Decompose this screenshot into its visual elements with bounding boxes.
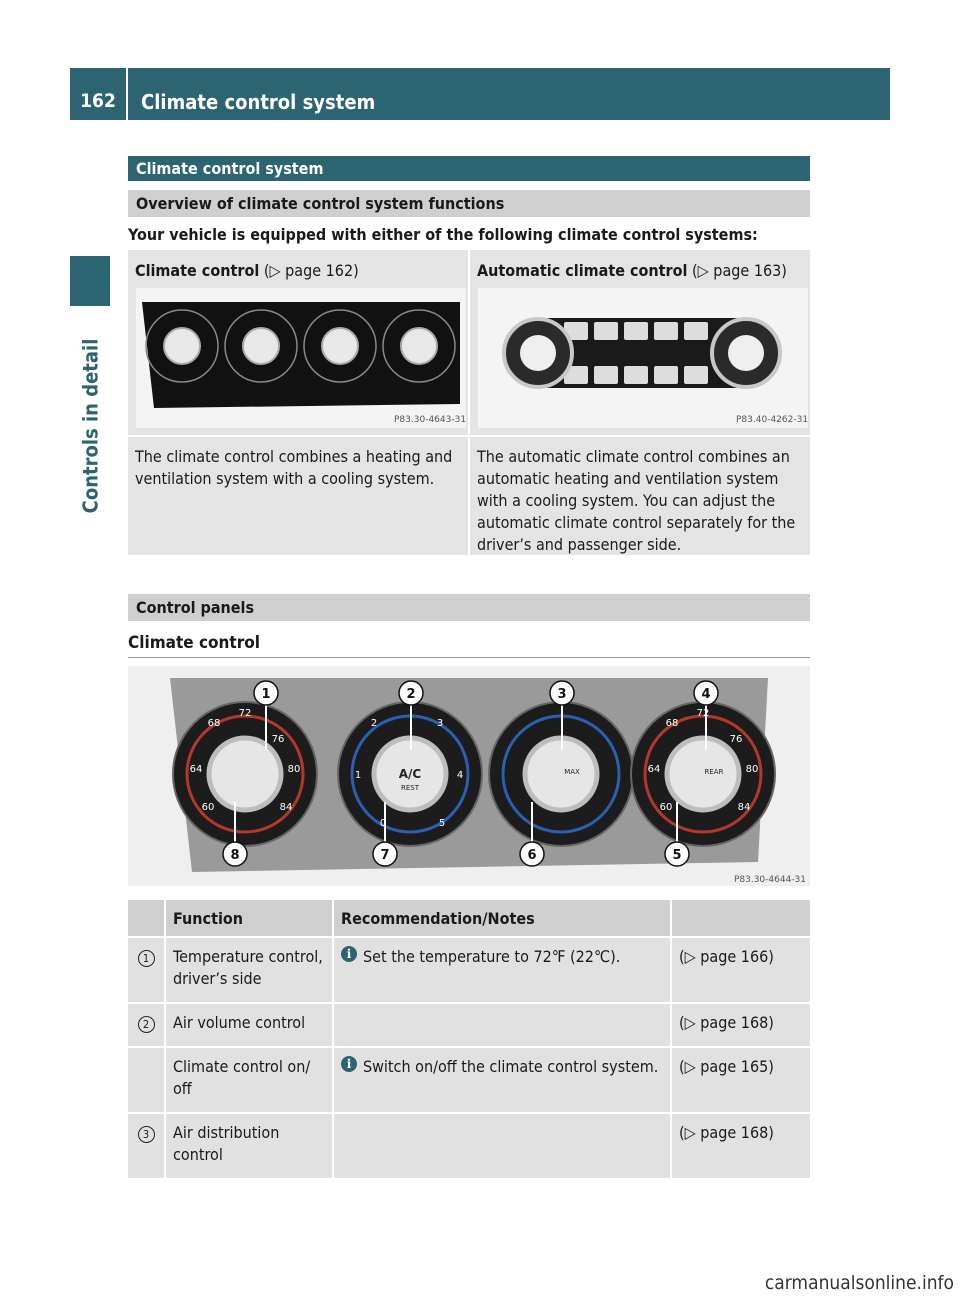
svg-text:REAR: REAR: [704, 768, 724, 776]
callout-1: 1: [261, 687, 271, 702]
automatic-climate-control-photo: [478, 288, 808, 428]
climate-control-description: The climate control combines a heating and ventilation system with a cooling system.: [135, 447, 453, 488]
svg-text:5: 5: [438, 818, 446, 829]
photo-code: P83.40-4262-31: [736, 415, 808, 425]
svg-text:2: 2: [370, 718, 378, 729]
callout-6: 6: [527, 848, 537, 863]
automatic-climate-control-description: The automatic climate control combines an automatic heating and ventilation system with a cooling system. You can adjust the automatic climate control separately for the driver’s and passenger side.: [477, 447, 796, 554]
svg-text:64: 64: [189, 764, 203, 775]
column-header-notes: Recommendation/Notes: [334, 900, 672, 936]
function-cell: Air distribution control: [166, 1114, 334, 1178]
callout-number: 1: [138, 950, 155, 967]
side-tab: [70, 318, 110, 533]
callout-number: 3: [138, 1126, 155, 1143]
function-table: [128, 900, 810, 1180]
note-text: Switch on/off the climate control system.: [363, 1057, 659, 1076]
callout-4: 4: [701, 687, 711, 702]
control-panels-heading: Control panels: [128, 594, 810, 621]
callout-5: 5: [672, 848, 682, 863]
automatic-climate-control-column: [470, 250, 810, 555]
svg-text:80: 80: [745, 764, 759, 775]
svg-text:76: 76: [271, 734, 285, 745]
automatic-climate-control-name: Automatic climate control: [477, 261, 688, 280]
climate-control-name: Climate control: [135, 261, 260, 280]
function-cell: Temperature control, driver’s side: [166, 938, 334, 1002]
svg-text:REST: REST: [400, 784, 420, 792]
callout-7: 7: [380, 848, 390, 863]
svg-text:60: 60: [201, 802, 215, 813]
svg-text:84: 84: [279, 802, 293, 813]
info-icon: i: [341, 946, 357, 962]
climate-control-ref: (▷ page 162): [263, 261, 359, 280]
svg-text:64: 64: [647, 764, 661, 775]
svg-text:84: 84: [737, 802, 751, 813]
automatic-climate-control-ref: (▷ page 163): [692, 261, 787, 280]
control-panels-subheading: Climate control: [128, 633, 810, 658]
function-cell: Air volume control: [166, 1004, 334, 1046]
section-title: Climate control system: [128, 156, 810, 181]
svg-text:MAX: MAX: [564, 768, 580, 776]
svg-text:1: 1: [354, 770, 362, 781]
climate-control-photo: [136, 288, 466, 428]
svg-text:76: 76: [729, 734, 743, 745]
comparison-table: [128, 250, 810, 555]
svg-text:0: 0: [379, 818, 387, 829]
overview-heading: Overview of climate control system functions: [128, 190, 810, 217]
svg-text:A/C: A/C: [398, 767, 422, 781]
climate-control-panel-photo: [128, 666, 810, 886]
callout-3: 3: [557, 687, 567, 702]
table-row: [128, 938, 810, 1004]
page-reference: (▷ page 166): [672, 938, 810, 1002]
page-reference: (▷ page 168): [672, 1114, 810, 1178]
callout-2: 2: [406, 687, 416, 702]
climate-control-column: [128, 250, 468, 555]
photo-code: P83.30-4643-31: [394, 415, 466, 425]
svg-text:68: 68: [207, 718, 221, 729]
note-text: Set the temperature to 72℉ (22℃).: [363, 947, 621, 966]
table-row: [128, 1114, 810, 1180]
column-header-function: Function: [166, 900, 334, 936]
overview-intro: Your vehicle is equipped with either of the following climate control systems:: [128, 225, 758, 244]
page-reference: (▷ page 165): [672, 1048, 810, 1112]
svg-text:80: 80: [287, 764, 301, 775]
svg-text:68: 68: [665, 718, 679, 729]
page-reference: (▷ page 168): [672, 1004, 810, 1046]
page-number: 162: [70, 68, 126, 120]
page-header-title: Climate control system: [128, 68, 890, 120]
info-icon: i: [341, 1056, 357, 1072]
svg-text:60: 60: [659, 802, 673, 813]
svg-text:4: 4: [456, 770, 464, 781]
side-tab-label: Controls in detail: [78, 338, 102, 513]
table-row: [128, 1004, 810, 1048]
photo-code: P83.30-4644-31: [733, 875, 806, 885]
function-cell: Climate control on/ off: [166, 1048, 334, 1112]
side-tab-block: [70, 256, 110, 306]
watermark: carmanualsonline.info: [764, 1272, 954, 1294]
callout-8: 8: [230, 848, 240, 863]
svg-text:3: 3: [436, 718, 444, 729]
svg-text:72: 72: [696, 708, 710, 719]
table-header-row: [128, 900, 810, 938]
table-row: [128, 1048, 810, 1114]
svg-text:72: 72: [238, 708, 252, 719]
callout-number: 2: [138, 1016, 155, 1033]
